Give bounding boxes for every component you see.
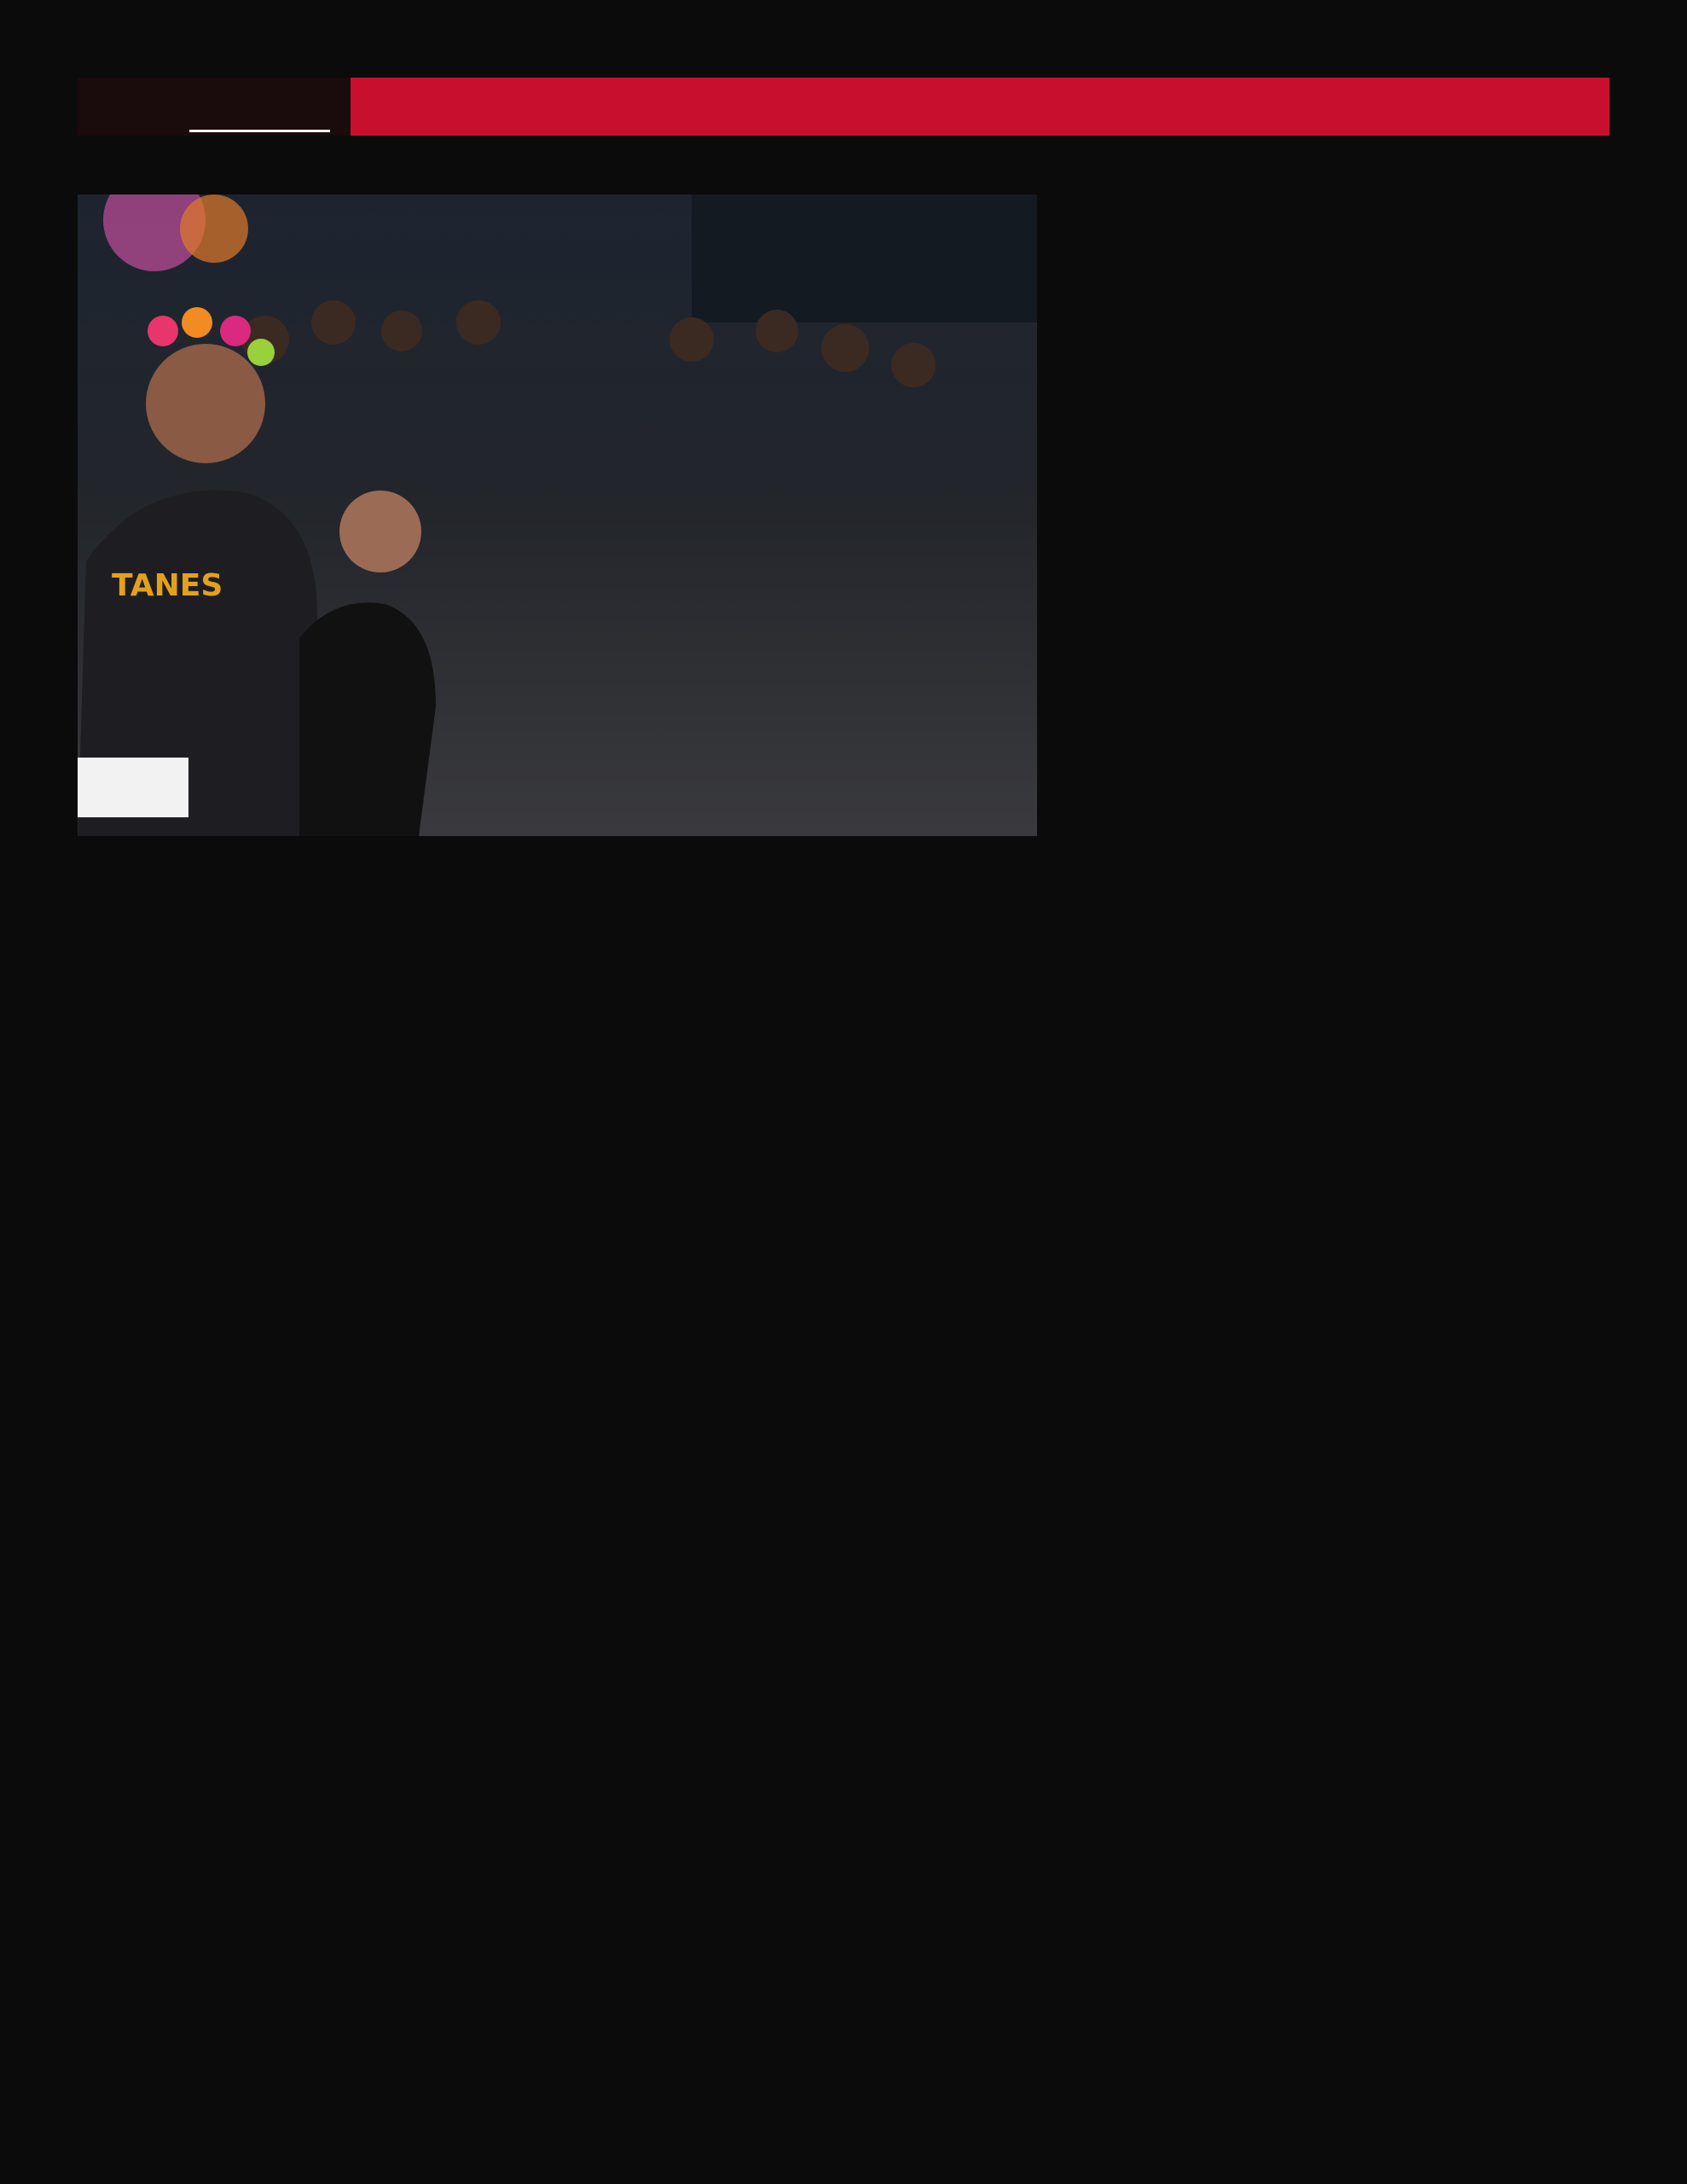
logo-block xyxy=(78,78,351,136)
shirt-print: TANES xyxy=(112,568,223,603)
photo-runners-night xyxy=(78,195,1037,836)
logo-underline xyxy=(189,130,330,132)
